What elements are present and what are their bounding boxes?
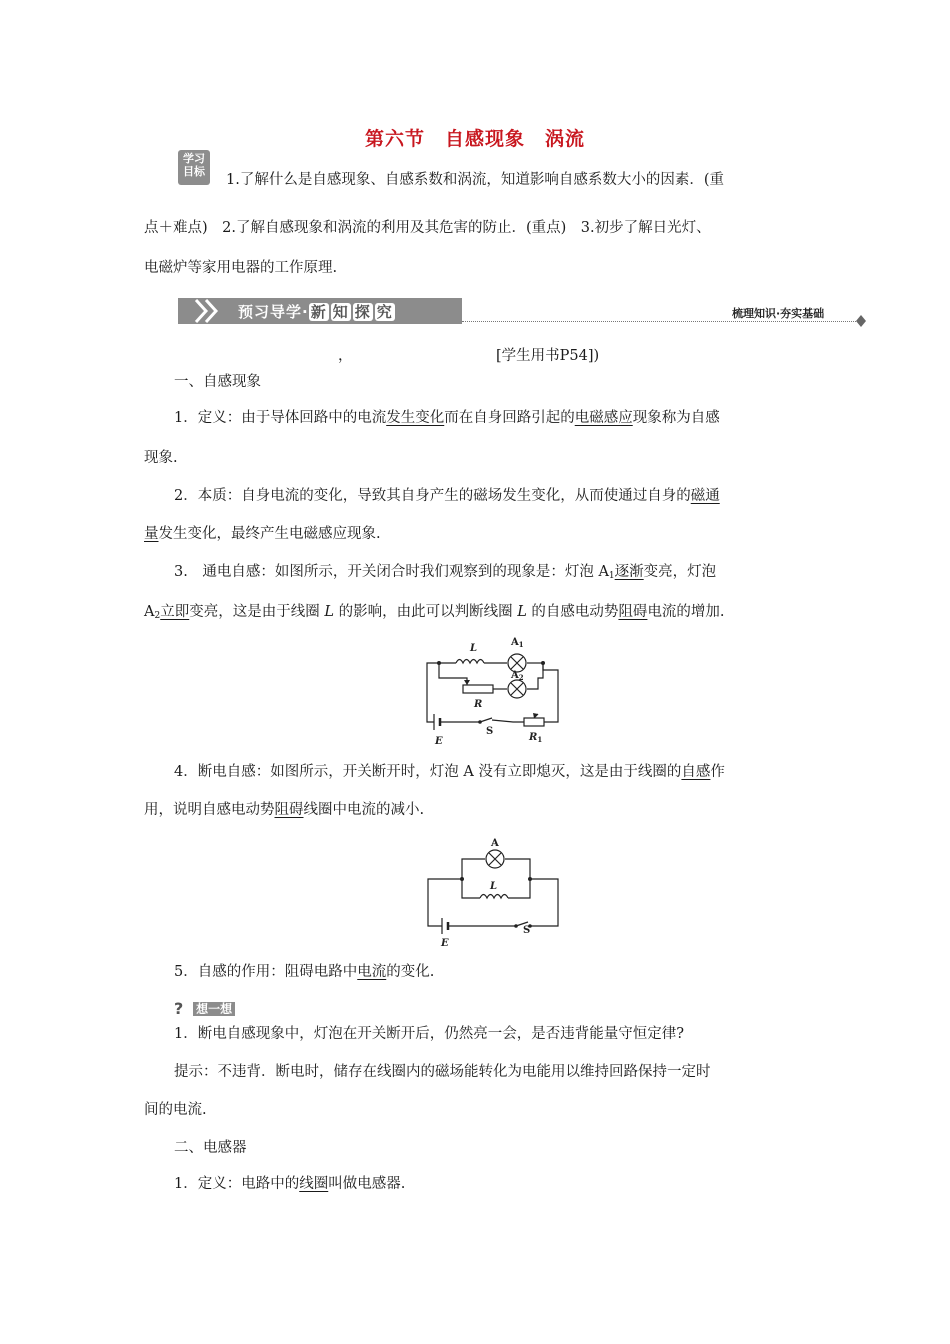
answer-blank: 磁通 bbox=[690, 488, 720, 504]
essence-line1 bbox=[174, 486, 720, 506]
banner-title-prefix: 预习导学· bbox=[238, 303, 309, 321]
symbol: L bbox=[324, 604, 334, 620]
text: A bbox=[144, 604, 155, 620]
power-on-line2 bbox=[144, 602, 725, 626]
objectives-line3: 电磁炉等家用电器的工作原理. bbox=[144, 260, 338, 276]
banner-title bbox=[238, 301, 395, 322]
power-off-line1 bbox=[174, 762, 725, 782]
text: 而在自身回路引起的 bbox=[444, 410, 575, 426]
power-on-line1 bbox=[174, 562, 716, 586]
label-L: L bbox=[470, 643, 478, 654]
badge-line2: 目标 bbox=[183, 165, 205, 178]
banner-box-2: 知 bbox=[332, 303, 349, 321]
role-line bbox=[174, 962, 434, 982]
banner-box-3: 探 bbox=[354, 303, 371, 321]
objectives-line1: 1.了解什么是自感现象、自感系数和涡流，知道影响自感系数大小的因素．(重 bbox=[226, 172, 724, 188]
symbol: L bbox=[517, 604, 527, 620]
answer-blank: 量 bbox=[144, 526, 159, 542]
subscript: 1 bbox=[608, 571, 615, 581]
label-S: S bbox=[486, 726, 494, 737]
power-off-line2 bbox=[144, 800, 424, 820]
label-A2 bbox=[510, 670, 524, 682]
essence-line2 bbox=[144, 524, 381, 544]
text: 现象称为自感 bbox=[632, 410, 720, 426]
label-R1-sub: 1 bbox=[537, 735, 543, 744]
label-E: E bbox=[435, 736, 443, 746]
think-answer-line2: 间的电流. bbox=[144, 1102, 207, 1118]
answer-blank: 阻碍 bbox=[274, 802, 304, 818]
ref-comma: ， bbox=[338, 348, 353, 364]
text: 叫做电感器. bbox=[328, 1176, 406, 1192]
text: 变亮，这是由于线圈 bbox=[189, 604, 325, 620]
text: 发生变化，最终产生电磁感应现象. bbox=[158, 526, 381, 542]
think-question: 1．断电自感现象中，灯泡在开关断开后，仍然亮一会，是否违背能量守恒定律? bbox=[174, 1026, 684, 1042]
think-header bbox=[174, 998, 235, 1018]
banner-box-4: 究 bbox=[376, 303, 393, 321]
answer-blank: 自感 bbox=[681, 764, 711, 780]
answer-blank: 阻碍 bbox=[618, 604, 648, 620]
label-E: E bbox=[441, 938, 449, 949]
answer-blank: 电流 bbox=[357, 964, 387, 980]
diamond-icon bbox=[856, 315, 866, 327]
banner-dotted-line bbox=[462, 321, 860, 322]
answer-blank: 发生变化 bbox=[386, 410, 445, 426]
text: 的变化. bbox=[386, 964, 435, 980]
label-R1-main: R bbox=[529, 732, 538, 743]
text: 线圈中电流的减小. bbox=[303, 802, 425, 818]
text: 作 bbox=[710, 764, 725, 780]
text: 用，说明自感电动势 bbox=[144, 802, 275, 818]
objectives-line2: 点＋难点) 2.了解自感现象和涡流的利用及其危害的防止．(重点) 3.初步了解日光灯、 bbox=[144, 220, 711, 236]
badge-line1: 学习 bbox=[183, 152, 205, 165]
label-A2-sub: 2 bbox=[518, 673, 524, 682]
label-L: L bbox=[490, 881, 498, 892]
text: 4．断电自感：如图所示，开关断开时，灯泡 A 没有立即熄灭，这是由于线圈的 bbox=[174, 764, 682, 780]
answer-blank: 逐渐 bbox=[614, 564, 644, 580]
label-A1-sub: 1 bbox=[518, 640, 524, 649]
text: 电流的增加. bbox=[647, 604, 725, 620]
objectives-badge bbox=[178, 150, 210, 185]
text: 的自感电动势 bbox=[526, 604, 619, 620]
subscript: 2 bbox=[154, 611, 161, 621]
text: 变亮，灯泡 bbox=[643, 564, 717, 580]
double-chevron-icon bbox=[190, 298, 230, 324]
text: 的影响，由此可以判断线圈 bbox=[333, 604, 518, 620]
answer-blank: 立即 bbox=[160, 604, 190, 620]
circuit-diagram-power-off bbox=[422, 838, 562, 950]
text: 5．自感的作用：阻碍电路中 bbox=[174, 964, 358, 980]
section2-heading: 二、电感器 bbox=[174, 1140, 247, 1156]
definition-line1 bbox=[174, 408, 720, 428]
think-answer-line1: 提示：不违背．断电时，储存在线圈内的磁场能转化为电能用以维持回路保持一定时 bbox=[174, 1064, 711, 1080]
text: 1．定义：电路中的 bbox=[174, 1176, 300, 1192]
label-A1 bbox=[510, 637, 524, 649]
label-A: A bbox=[491, 838, 499, 849]
definition-line2: 现象. bbox=[144, 450, 178, 466]
circuit-diagram-power-on bbox=[418, 634, 568, 746]
answer-blank: 线圈 bbox=[299, 1176, 329, 1192]
section1-heading: 一、自感现象 bbox=[174, 374, 261, 390]
label-S: S bbox=[523, 925, 531, 936]
book-reference: [学生用书P54]) bbox=[496, 348, 600, 364]
banner-subtitle: 梳理知识·夯实基础 bbox=[732, 307, 825, 320]
page-title: 第六节 自感现象 涡流 bbox=[364, 128, 585, 150]
label-A1-main: A bbox=[511, 637, 519, 648]
banner-box-1: 新 bbox=[310, 303, 327, 321]
question-mark-icon: ? bbox=[174, 999, 184, 1018]
text: 3. 通电自感：如图所示，开关闭合时我们观察到的现象是：灯泡 A bbox=[174, 564, 609, 580]
label-R1 bbox=[528, 732, 542, 744]
answer-blank: 电磁感应 bbox=[574, 410, 633, 426]
text: 2．本质：自身电流的变化，导致其自身产生的磁场发生变化，从而使通过自身的 bbox=[174, 488, 691, 504]
label-A2-main: A bbox=[511, 670, 519, 681]
inductor-definition bbox=[174, 1174, 405, 1194]
text: 1．定义：由于导体回路中的电流 bbox=[174, 410, 387, 426]
think-label: 想一想 bbox=[193, 1002, 235, 1016]
label-R: R bbox=[474, 699, 483, 710]
